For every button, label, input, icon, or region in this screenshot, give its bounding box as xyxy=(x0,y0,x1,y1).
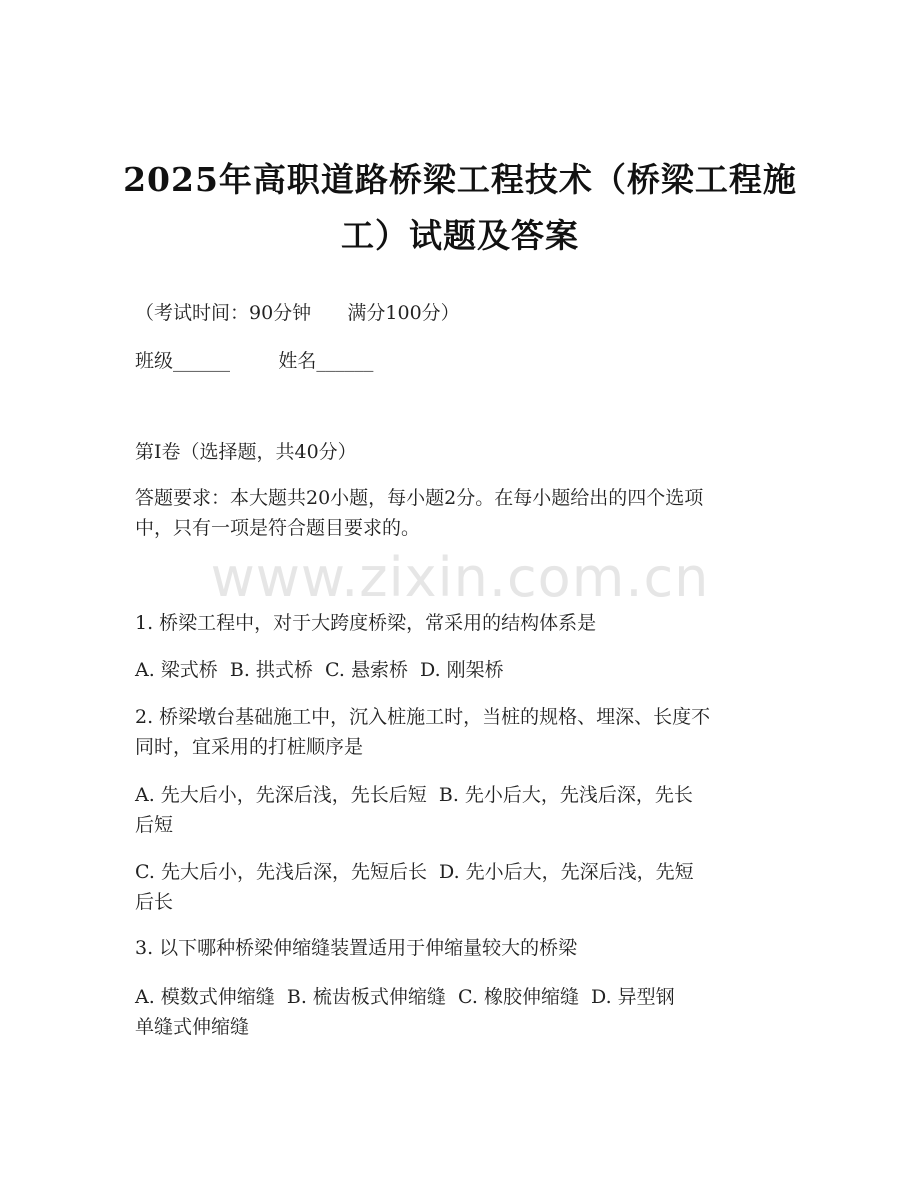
instructions-line-2: 中，只有一项是符合题目要求的。 xyxy=(135,517,421,539)
question-2-options-cd-line-1: C. 先大后小，先浅后深，先短后长 D. 先小后大，先深后浅，先短 xyxy=(135,861,694,883)
question-2-stem-line-2: 同时，宜采用的打桩顺序是 xyxy=(135,736,364,758)
question-2-options-ab-line-2: 后短 xyxy=(135,814,174,836)
question-2-options-ab-line-1: A. 先大后小，先深后浅，先长后短 B. 先小后大，先浅后深，先长 xyxy=(135,784,693,806)
section-heading: 第I卷（选择题，共40分） xyxy=(135,441,357,463)
document-title xyxy=(120,152,800,264)
title-line-2: 工）试题及答案 xyxy=(341,216,579,255)
watermark: www.zixin.com.cn xyxy=(210,546,710,609)
question-3-options-line-1: A. 模数式伸缩缝 B. 梳齿板式伸缩缝 C. 橡胶伸缩缝 D. 异型钢 xyxy=(135,986,675,1008)
question-2-options-cd-line-2: 后长 xyxy=(135,891,174,913)
exam-info: （考试时间：90分钟 满分100分） xyxy=(135,302,460,324)
question-2-stem-line-1: 2. 桥梁墩台基础施工中，沉入桩施工时，当桩的规格、埋深、长度不 xyxy=(135,706,711,728)
class-name-fields: 班级______ 姓名______ xyxy=(135,350,374,372)
instructions-line-1: 答题要求：本大题共20小题，每小题2分。在每小题给出的四个选项 xyxy=(135,487,704,509)
question-3-options-line-2: 单缝式伸缩缝 xyxy=(135,1016,250,1038)
question-1-stem: 1. 桥梁工程中，对于大跨度桥梁，常采用的结构体系是 xyxy=(135,612,597,634)
question-3-stem: 3. 以下哪种桥梁伸缩缝装置适用于伸缩量较大的桥梁 xyxy=(135,937,578,959)
title-line-1: 2025年高职道路桥梁工程技术（桥梁工程施 xyxy=(123,160,797,199)
question-1-options: A. 梁式桥 B. 拱式桥 C. 悬索桥 D. 刚架桥 xyxy=(135,659,504,681)
